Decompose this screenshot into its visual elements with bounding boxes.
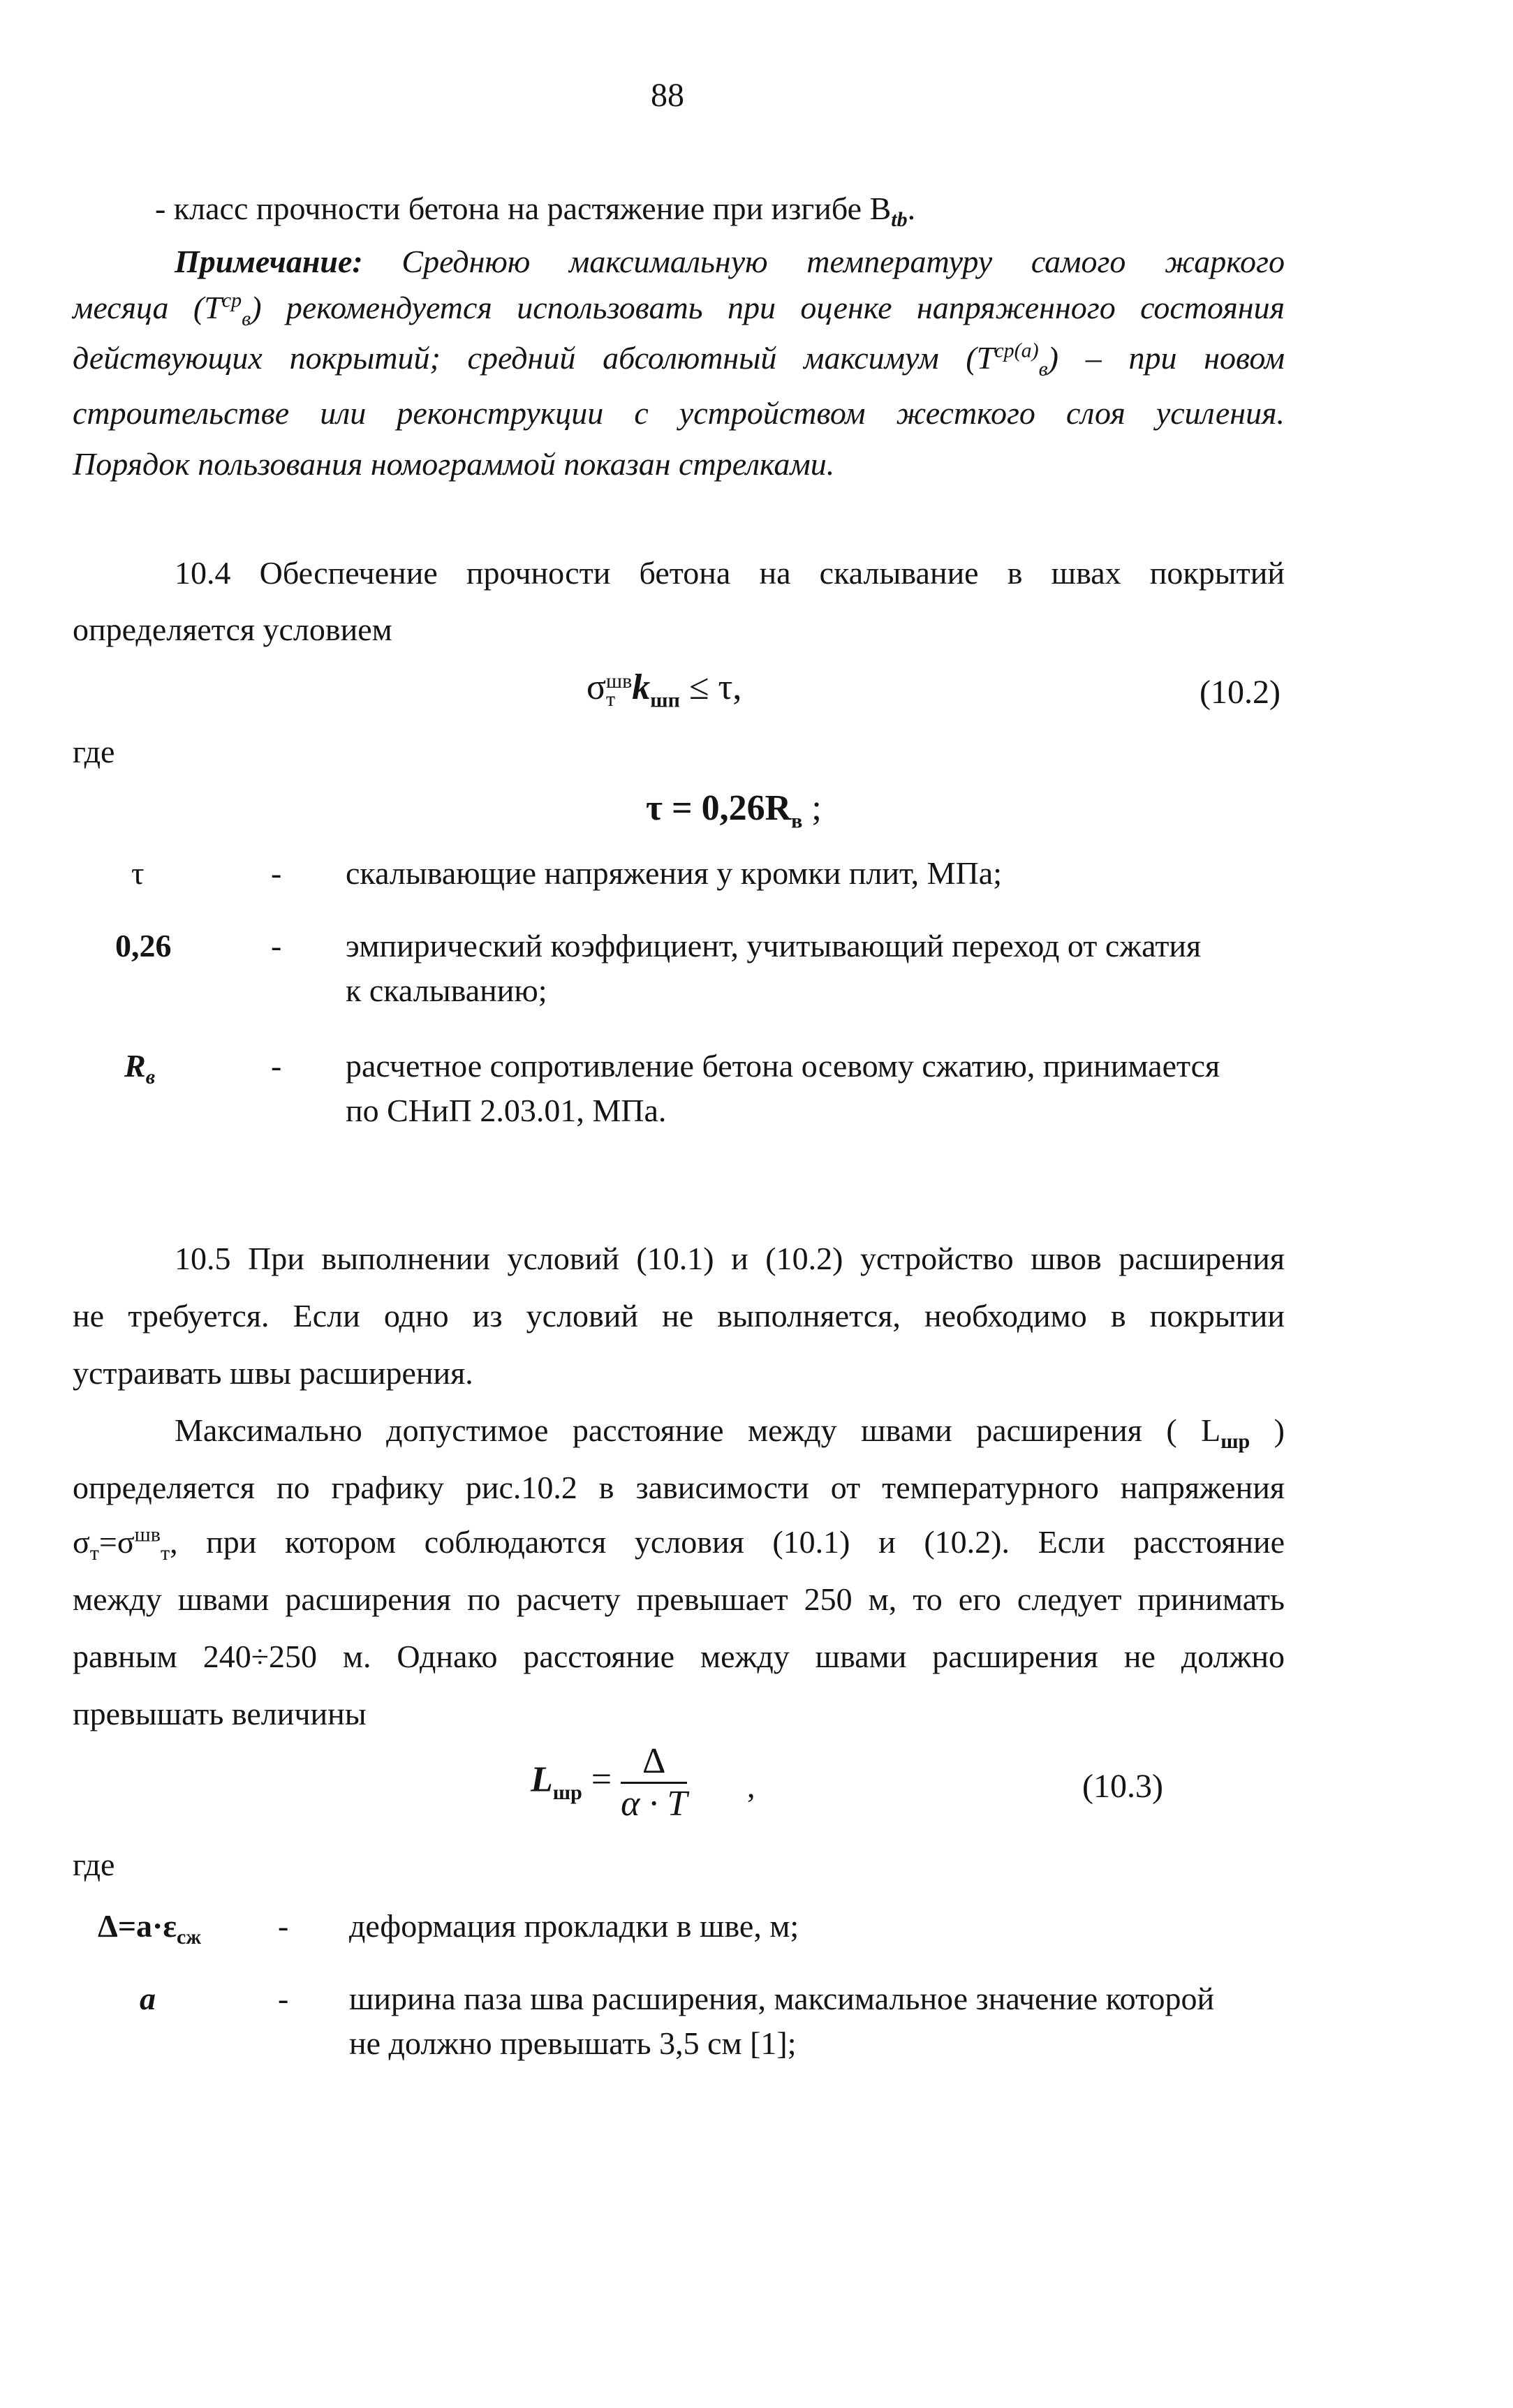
def-symbol-delta-main: Δ=a·ε: [98, 1908, 177, 1944]
s105-p2-text-1a: Максимально допустимое расстояние между швами расширения ( L: [175, 1412, 1221, 1448]
sigma-sub: т: [160, 1542, 170, 1565]
s104-where: где: [73, 734, 115, 769]
intro-subscript: tb: [891, 208, 908, 232]
formula-sigma: σ: [586, 667, 607, 707]
sigma-t-sub: т: [89, 1542, 99, 1565]
s105-p1-line-1: 10.5 При выполнении условий (10.1) и (10.2) устройство швов расширения: [175, 1241, 1285, 1276]
formula-denominator: α · T: [621, 1784, 688, 1824]
tau-formula-main: τ = 0,26R: [646, 788, 792, 828]
note-text-3a: действующих покрытий; средний абсолютный максимум (T: [73, 340, 995, 376]
def-text-a-line2: не должно превышать 3,5 см [1];: [349, 2025, 797, 2061]
def-text-rb-line2: по СНиП 2.03.01, МПа.: [346, 1093, 667, 1128]
def-symbol-026: 0,26: [115, 928, 172, 963]
def-symbol-rb-main: R: [124, 1048, 146, 1084]
note-text-3b: ) – при новом: [1047, 340, 1285, 376]
intro-text: - класс прочности бетона на растяжение при изгибе B: [155, 191, 892, 226]
page-number: 88: [651, 77, 684, 114]
formula-sub: т: [606, 688, 616, 711]
s105-p2-line-2: определяется по графику рис.10.2 в зависимости от температурного напряжения: [73, 1470, 1285, 1505]
s105-p2-line-4: между швами расширения по расчету превышает 250 м, то его следует принимать: [73, 1581, 1285, 1617]
sigma-eq: =σ: [98, 1524, 135, 1560]
formula-rest: ≤ τ,: [679, 667, 742, 707]
def-dash: -: [271, 1048, 282, 1084]
note-line-3: [73, 339, 1285, 381]
def-symbol-rb: [124, 1044, 155, 1088]
def-text-026-line1: эмпирический коэффициент, учитывающий переход от сжатия: [346, 928, 1202, 963]
s105-p2-text-1b: ): [1250, 1412, 1285, 1448]
note-label: Примечание:: [175, 244, 363, 279]
def-dash: -: [278, 1981, 289, 2016]
formula-L-sub: шр: [552, 1780, 582, 1804]
def-symbol-tau: τ: [131, 855, 145, 891]
s105-p2-text-3b: , при котором соблюдаются условия (10.1) и (10.2). Если расстояние: [170, 1524, 1285, 1560]
s105-p2-line-6: превышать величины: [73, 1696, 367, 1731]
formula-L: L: [531, 1759, 553, 1800]
s105-p2-line-1: [175, 1412, 1285, 1454]
note-line-1: [175, 243, 1285, 281]
sigma-t: σ: [73, 1524, 90, 1560]
note-text-1: Среднюю максимальную температуру самого жаркого: [401, 244, 1285, 279]
s104-line-2: определяется условием: [73, 612, 392, 647]
def-text-rb-line1: расчетное сопротивление бетона осевому сжатию, принимается: [346, 1048, 1220, 1084]
note-line-4: строительстве или реконструкции с устройством жесткого слоя усиления.: [73, 395, 1285, 431]
note-line-2: [73, 288, 1285, 331]
def-symbol-delta: [98, 1905, 201, 1948]
formula-fraction: [621, 1741, 687, 1824]
formula-eq: =: [582, 1759, 621, 1800]
def-text-026-line2: к скалыванию;: [346, 973, 547, 1008]
note-text-2a: месяца (T: [73, 290, 222, 325]
formula-k-sub: шп: [650, 688, 680, 712]
note-sup-2: ср: [221, 288, 242, 312]
s105-p2-sub-1: шр: [1220, 1430, 1250, 1454]
def-dash: -: [271, 855, 282, 891]
tau-formula: [646, 788, 822, 833]
formula-10-3-number: (10.3): [1082, 1768, 1163, 1805]
def-text-delta: деформация прокладки в шве, м;: [349, 1908, 799, 1944]
formula-10-2: [586, 667, 742, 712]
note-sup-3: ср(а): [994, 339, 1039, 362]
formula-10-3: [531, 1741, 687, 1824]
def-text-tau: скалывающие напряжения у кромки плит, МПа;: [346, 855, 1002, 891]
sigma-sup: шв: [134, 1523, 161, 1546]
def-dash: -: [278, 1908, 289, 1944]
s105-p1-line-3: устраивать швы расширения.: [73, 1355, 473, 1391]
tau-formula-sub: в: [791, 809, 803, 833]
note-text-2b: ) рекомендуется использовать при оценке напряженного состояния: [251, 290, 1285, 325]
def-symbol-rb-sub: в: [145, 1065, 156, 1089]
s105-p2-line-5: равным 240÷250 м. Однако расстояние между швами расширения не должно: [73, 1639, 1285, 1674]
def-text-a-line1: ширина паза шва расширения, максимальное значение которой: [349, 1981, 1215, 2016]
def-symbol-delta-sub: сж: [177, 1926, 202, 1949]
note-line-5: Порядок пользования номограммой показан стрелками.: [73, 446, 835, 482]
formula-sup: шв: [606, 670, 633, 693]
tau-formula-end: ;: [802, 788, 822, 828]
note-sub-3: в: [1038, 357, 1048, 381]
formula-k: k: [632, 667, 651, 707]
s105-p2-line-3: [73, 1523, 1285, 1565]
s104-line-1: 10.4 Обеспечение прочности бетона на скалывание в швах покрытий: [175, 555, 1285, 591]
def-symbol-a: a: [140, 1981, 156, 2016]
s105-where: где: [73, 1847, 115, 1882]
note-sub-2: в: [242, 307, 251, 331]
formula-numerator: Δ: [621, 1741, 687, 1784]
intro-line: - класс прочности бетона на растяжение при изгибе $B_{tb}$.: [155, 191, 916, 232]
formula-10-3-comma: ,: [747, 1768, 755, 1804]
def-dash: -: [271, 928, 282, 963]
formula-10-2-number: (10.2): [1200, 674, 1280, 711]
s105-p1-line-2: не требуется. Если одно из условий не выполняется, необходимо в покрытии: [73, 1298, 1285, 1334]
